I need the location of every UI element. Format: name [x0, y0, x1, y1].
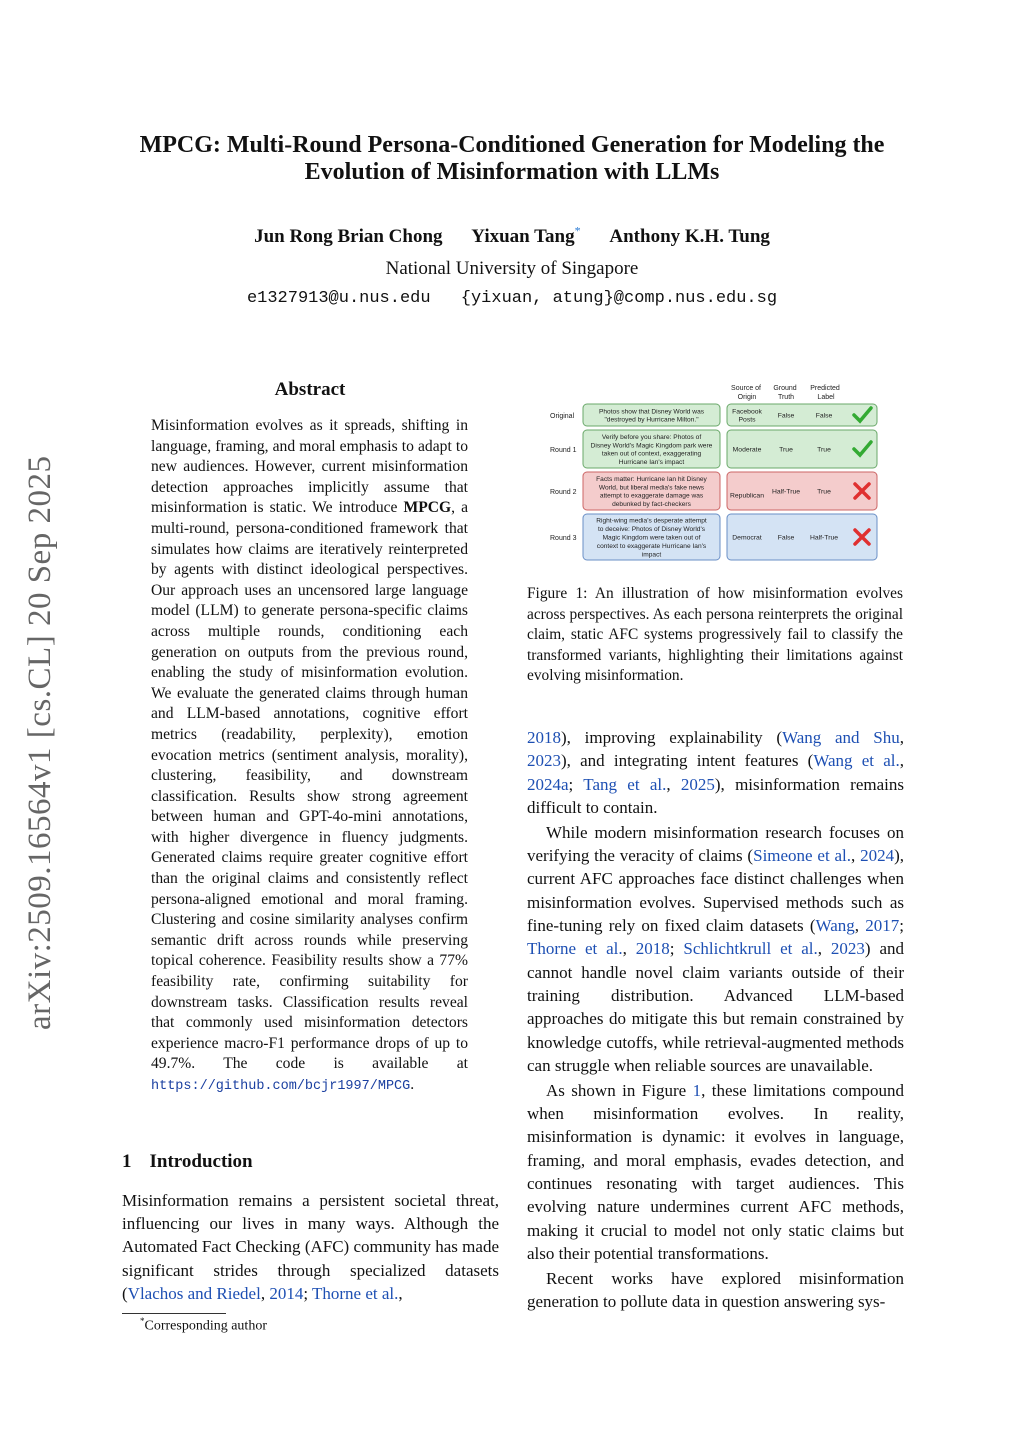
abstract-text-2: , a multi-round, persona-conditioned framework that simulates how claims are iteratively reinterpreted by agents with distinct ideological perspectives. Our approach uses an uncensored large language model (LLM) to generate persona-specific claims across multiple rounds, conditioning each generation on outputs from the previous round, enabling the study of misinformation evolution. We evaluate the generated claims through human and LLM-based annotations, cognitive effort metrics (readability, perplexity), emotion evocation metrics (sentiment analysis, morality), clustering, feasibility, and downstream classification. Results show strong agreement between human and GPT-4o-mini annotations, with higher divergence in fluency judgments. Generated claims require greater cognitive effort than the original claims and consistently reflect persona-aligned emotional and moral framing. Clustering and cosine similarity analyses confirm semantic drift across rounds while preserving topical coherence. Feasibility results show a 77% feasibility rate, confirming suitability for downstream tasks. Classification results reveal that commonly used misinformation detectors experience macro-F1 performance drops of up to 49.7%. The code is available at — [151, 499, 468, 1073]
source-text: Democrat — [732, 534, 762, 542]
citation-link[interactable]: 2025 — [680, 774, 715, 794]
citation-link[interactable]: Thorne et al. — [311, 1283, 399, 1303]
body-text: As shown in Figure — [546, 1080, 693, 1100]
author-3 — [609, 226, 770, 247]
pred-text: True — [817, 488, 831, 496]
citation-link[interactable]: 2023 — [527, 751, 561, 771]
truth-text: False — [777, 534, 795, 542]
source-text: Facebook Posts — [732, 408, 762, 424]
citation-link[interactable]: 2023 — [830, 939, 865, 959]
code-url-link[interactable]: https://github.com/bcjr1997/MPCG — [151, 1079, 411, 1094]
citation-link[interactable]: 2024 — [860, 846, 895, 866]
footnote-rule — [122, 1313, 226, 1314]
intro-text: ; — [303, 1283, 312, 1303]
title-line-2: Evolution of Misinformation with LLMs — [304, 159, 720, 185]
figure-row — [550, 404, 877, 426]
citation-link[interactable]: 2018 — [527, 728, 561, 747]
author-1-name: Jun Rong Brian Chong — [254, 226, 443, 248]
claim-text: Right-wing media's desperate attempt to deceive: Photos of Disney World's Magic Kingdom were taken out of context to exaggerate Hurricane Ian's impact — [596, 517, 707, 559]
intro-text: , — [260, 1283, 270, 1303]
body-text: , — [854, 916, 866, 936]
label-box — [727, 472, 877, 510]
citation-link[interactable]: Wang — [815, 916, 855, 936]
citation-link[interactable]: Wang et al. — [813, 751, 900, 771]
pred-text: False — [815, 412, 833, 420]
citation-link[interactable]: Simeone et al. — [753, 846, 852, 866]
header-source-of-origin — [731, 385, 763, 401]
header-source-line-2: Origin — [737, 394, 757, 401]
claim-text: Photos show that Disney World was "destroyed by Hurricane Milton." — [598, 408, 705, 424]
abstract-end: . — [410, 1076, 415, 1093]
truth-text: True — [779, 446, 793, 454]
corresponding-mark[interactable]: * — [574, 224, 581, 238]
right-column-text — [527, 726, 904, 1315]
author-2 — [471, 226, 580, 247]
row-label: Round 3 — [550, 535, 577, 542]
header-source-line-1: Source of — [731, 385, 762, 392]
footnote — [140, 1316, 267, 1335]
author-emails — [100, 289, 924, 308]
arxiv-identifier: arXiv:2509.16564v1 [cs.CL] 20 Sep 2025 — [22, 455, 58, 1030]
section-title: Introduction — [149, 1151, 253, 1172]
row-label: Original — [550, 413, 575, 420]
row-label: Round 1 — [550, 447, 577, 454]
body-text: ; — [899, 916, 904, 936]
body-text: ; — [669, 939, 684, 959]
body-text: , — [666, 774, 681, 794]
pred-text: True — [817, 446, 831, 454]
abstract-mpcg: MPCG — [403, 499, 452, 517]
figure-rows — [550, 404, 877, 560]
abstract-body — [151, 416, 468, 1098]
intro-text: Misinformation remains a persistent societal threat, influencing our lives in many ways. Although the Automated Fact Checking (AFC) community has made significant strides through specialized datasets ( — [122, 1191, 499, 1303]
figure-reference-link[interactable]: 1 — [692, 1080, 702, 1100]
citation-link[interactable]: 2017 — [865, 916, 900, 936]
body-text: , — [817, 939, 831, 959]
paragraph-figure-reference — [527, 1079, 904, 1265]
row-label: Round 2 — [550, 489, 577, 496]
figure-row — [550, 514, 877, 560]
body-text: ), misinformation remains difficult to contain. — [527, 774, 904, 817]
pred-text: Half-True — [809, 534, 839, 542]
author-list — [100, 224, 924, 248]
body-text: Recent works have explored misinformation generation to pollute data in question answering sys- — [527, 1268, 904, 1312]
body-text: , — [899, 728, 904, 747]
citation-link[interactable]: 2024a — [527, 774, 569, 794]
source-text: Moderate — [732, 446, 762, 454]
figure-row — [550, 472, 877, 510]
body-text: ), and integrating intent features ( — [561, 751, 814, 771]
truth-text: Half-True — [771, 488, 801, 496]
section-heading-introduction — [122, 1151, 253, 1173]
body-text: ), improving explainability ( — [561, 728, 783, 747]
header-truth-line-1: Ground — [773, 385, 797, 392]
author-2-name: Yixuan Tang — [471, 226, 575, 248]
citation-link[interactable]: Tang et al. — [583, 774, 667, 794]
email-2: {yixuan, atung}@comp.nus.edu.sg — [460, 289, 778, 308]
claim-text: Facts matter: Hurricane Ian hit Disney World, but liberal media's fake news attempt to exaggerate damage was debunked by fact-checkers — [596, 475, 707, 509]
body-text: , — [899, 751, 904, 771]
affiliation: National University of Singapore — [385, 258, 639, 279]
citation-link[interactable]: Schlichtkrull et al. — [683, 939, 818, 959]
source-text: Republican — [729, 492, 765, 500]
header-pred-line-2: Label — [817, 394, 835, 401]
footnote-text: Corresponding author — [144, 1318, 267, 1334]
citation-link[interactable]: Vlachos and Riedel — [127, 1283, 261, 1303]
paragraph-recent-works — [527, 1267, 904, 1314]
figure-row — [550, 430, 877, 468]
body-text: ) and cannot handle novel claim variants outside of their training distribution. Advanced LLM-based approaches do mitigate this but remain constrained by knowledge cutoffs, while retrieval-augmented methods can struggle when reliable sources are unavailable. — [527, 939, 904, 1075]
body-text: , — [622, 939, 636, 959]
title-line-1: MPCG: Multi-Round Persona-Conditioned Generation for Modeling the — [139, 132, 885, 158]
header-ground-truth — [773, 385, 798, 401]
paper-title — [100, 132, 924, 186]
author-1 — [254, 226, 442, 247]
footnote-mark: * — [140, 1316, 145, 1326]
body-text: , these limitations compound when misinformation evolves. In reality, misinformation is dynamic: it evolves in language, framing, and moral emphasis, evades detection, and continues resonating with target audiences. This evolving nature undermines current AFC methods, making it crucial to model not only static claims but also their potential transformations. — [527, 1080, 904, 1263]
body-text: , — [851, 846, 861, 866]
truth-text: False — [777, 412, 795, 420]
header-predicted-label — [810, 385, 842, 401]
paragraph-modern-research — [527, 821, 904, 1077]
figure-caption: Figure 1: An illustration of how misinformation evolves across perspectives. As each persona reinterprets the original claim, static AFC systems progressively fail to classify the transformed variants, highlighting their limitations against evolving misinformation. — [527, 585, 903, 685]
header-pred-line-1: Predicted — [810, 385, 840, 392]
email-1: e1327913@u.nus.edu — [246, 289, 431, 308]
introduction-paragraph — [122, 1189, 499, 1305]
claim-text: Verify before you share: Photos of Disney World's Magic Kingdom park were taken out of context, exaggerating Hurricane Ian's impact — [590, 433, 713, 467]
citation-link[interactable]: Thorne et al. — [527, 939, 623, 959]
body-text: ), current AFC approaches face distinct challenges when misinformation evolves. Supervised methods such as fine-tuning rely on fixed claim datasets ( — [527, 846, 905, 936]
author-3-name: Anthony K.H. Tung — [609, 226, 770, 248]
header-truth-line-2: Truth — [777, 394, 795, 401]
citation-link[interactable]: 2014 — [269, 1283, 304, 1303]
paragraph-continuation — [527, 726, 904, 819]
citation-link[interactable]: Wang and Shu — [782, 728, 900, 747]
body-text: ; — [568, 774, 584, 794]
citation-link[interactable]: 2018 — [635, 939, 670, 959]
body-text: While modern misinformation research focuses on verifying the veracity of claims ( — [527, 822, 904, 866]
figure-1 — [540, 380, 880, 566]
abstract-text-1: Misinformation evolves as it spreads, shifting in language, framing, and moral emphasis to adapt to new audiences. However, current misinformation detection approaches implicitly assume that misinformation is static. We introduce — [151, 417, 468, 517]
section-number: 1 — [122, 1151, 132, 1172]
abstract-heading: Abstract — [274, 379, 346, 400]
intro-text: , — [398, 1283, 403, 1303]
